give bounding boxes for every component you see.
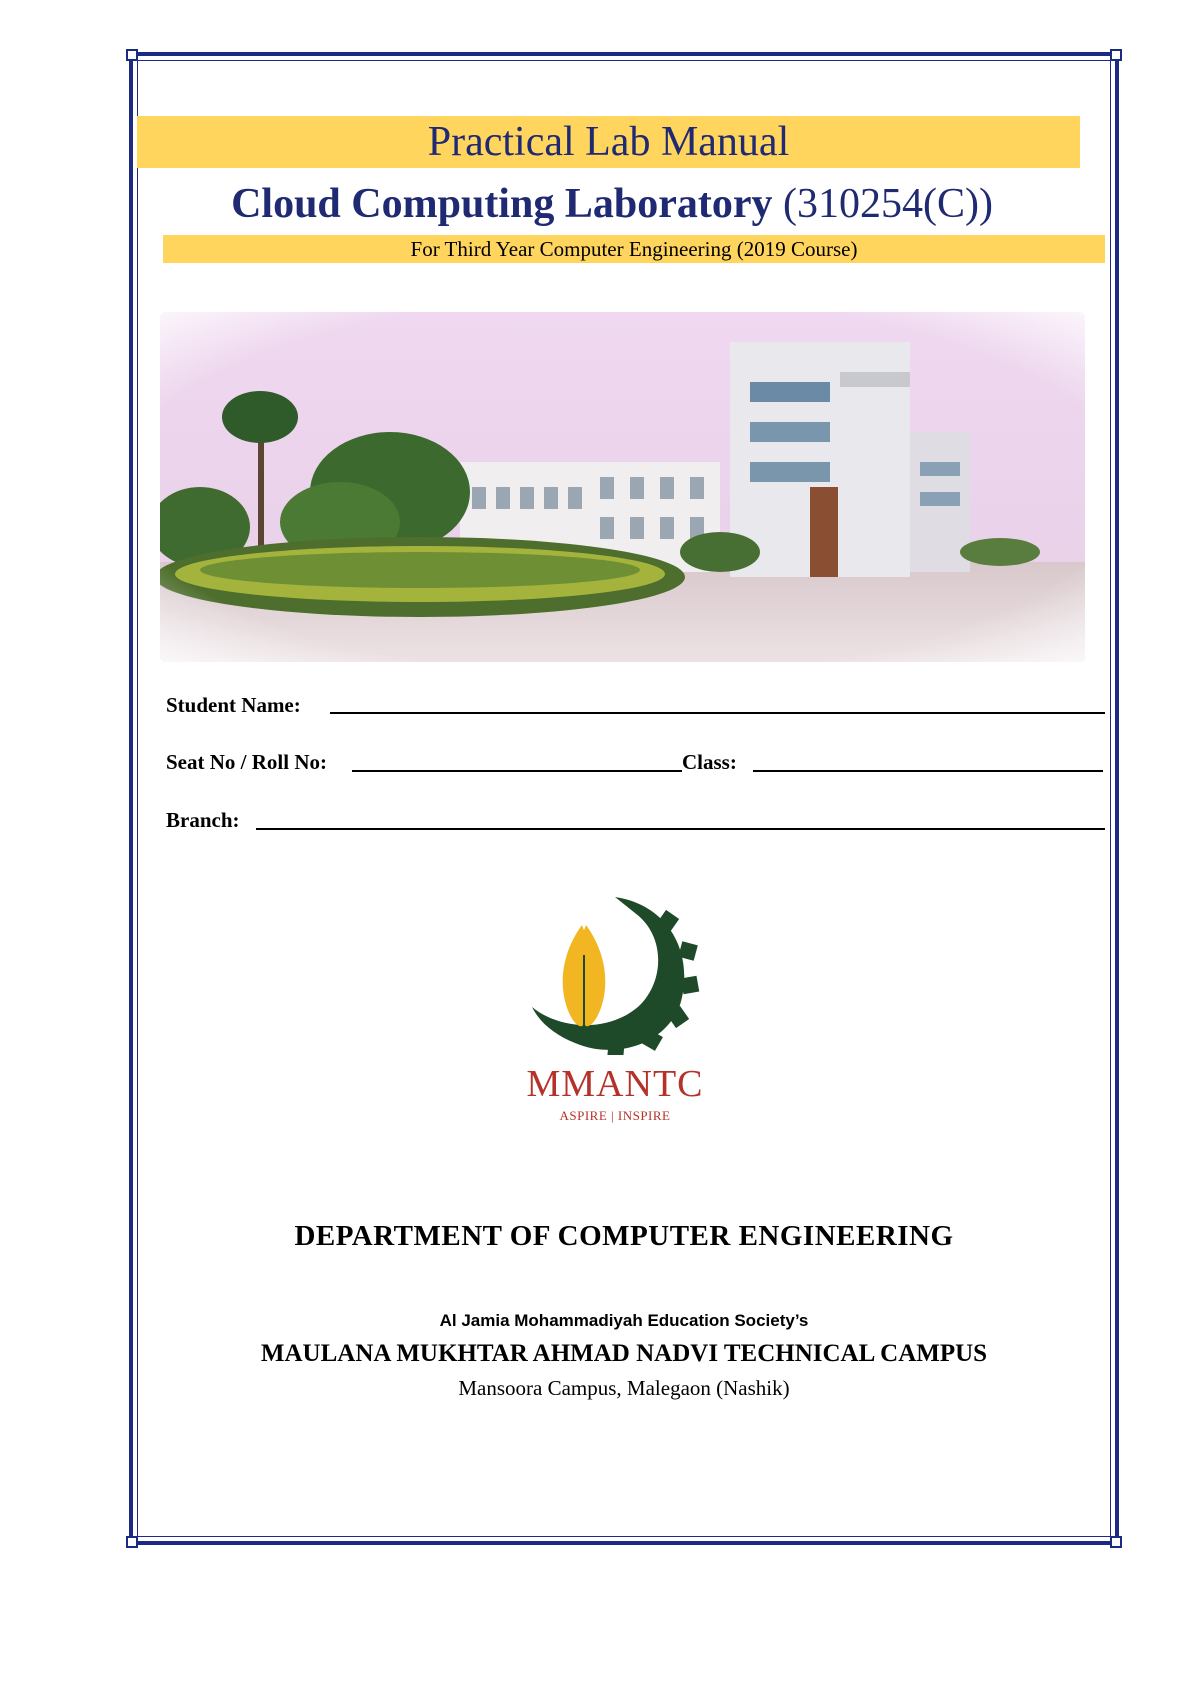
border-corner-bottom-right [1110, 1536, 1122, 1548]
campus-photo [160, 312, 1085, 662]
subject-title [137, 176, 1087, 232]
society-name: Al Jamia Mohammadiyah Education Society’s [439, 1311, 809, 1330]
campus-name: MAULANA MUKHTAR AHMAD NADVI TECHNICAL CAMPUS [260, 1340, 988, 1367]
border-corner-bottom-left [126, 1536, 138, 1548]
institute-brand-name: MMANTC [526, 1063, 704, 1105]
class-label: Class: [682, 750, 737, 774]
institute-logo [520, 895, 720, 1055]
institute-tagline: ASPIRE | INSPIRE [559, 1108, 671, 1123]
course-subtitle: For Third Year Computer Engineering (2019 Course) [410, 237, 858, 261]
border-corner-top-right [1110, 49, 1122, 61]
department-name: DEPARTMENT OF COMPUTER ENGINEERING [294, 1220, 954, 1252]
border-corner-top-left [126, 49, 138, 61]
subject-name: Cloud Computing Laboratory [231, 181, 773, 227]
branch-field[interactable] [256, 828, 1105, 830]
flame-gear-icon [520, 895, 720, 1055]
manual-title: Practical Lab Manual [427, 119, 790, 165]
campus-address: Mansoora Campus, Malegaon (Nashik) [458, 1376, 790, 1400]
branch-label: Branch: [166, 808, 240, 832]
seat-roll-field[interactable] [352, 770, 682, 772]
student-name-field[interactable] [330, 712, 1105, 714]
subject-code: (310254(C)) [772, 181, 993, 227]
student-name-label: Student Name: [166, 693, 301, 717]
class-field[interactable] [753, 770, 1103, 772]
seat-roll-label: Seat No / Roll No: [166, 750, 327, 774]
